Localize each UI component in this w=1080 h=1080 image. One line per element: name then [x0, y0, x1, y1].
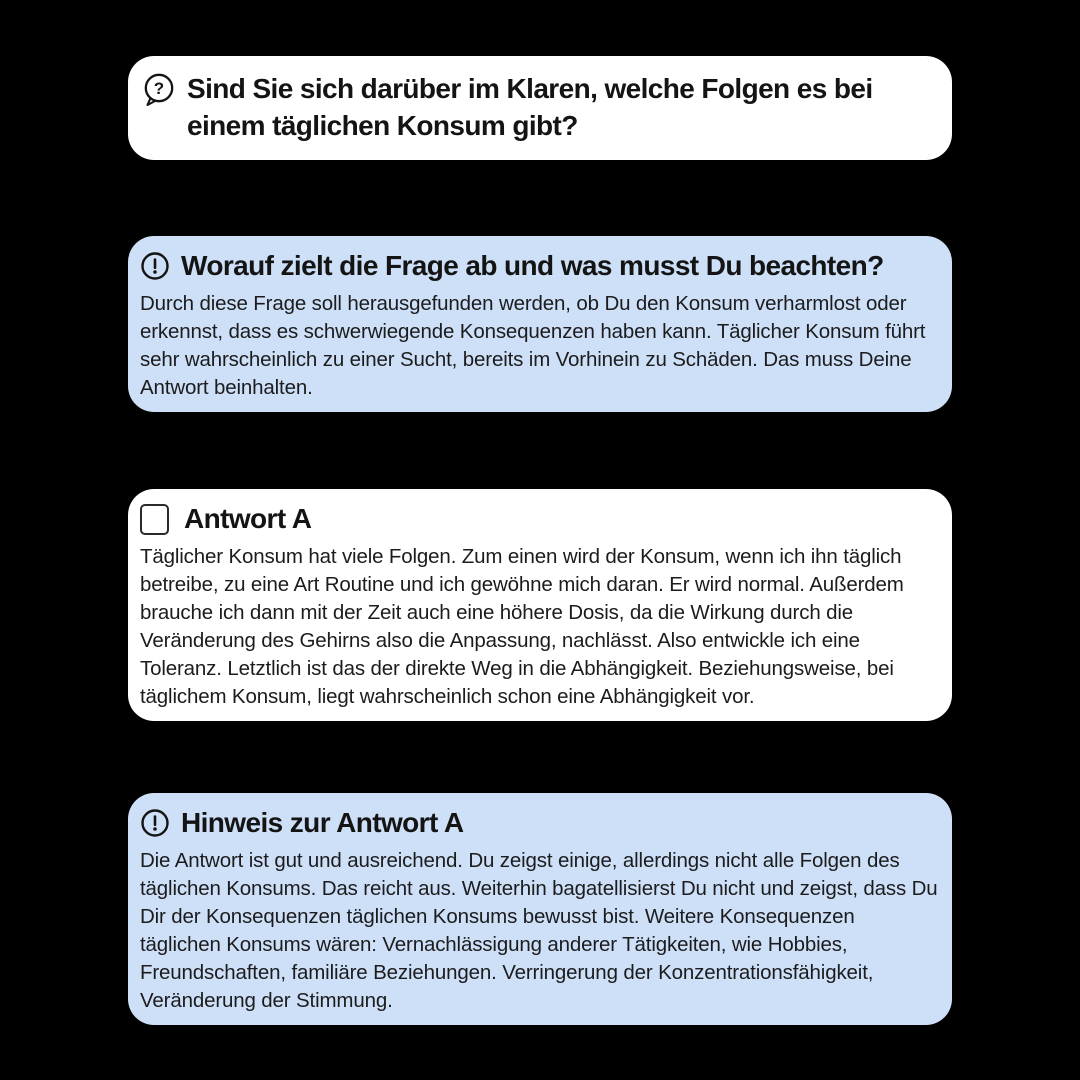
- question-title: Sind Sie sich darüber im Klaren, welche Folgen es bei einem täglichen Konsum gibt?: [187, 73, 873, 141]
- answer-a-title: Antwort A: [184, 503, 312, 534]
- answer-a-hint-card: [128, 793, 952, 1025]
- question-glyph: ?: [153, 79, 165, 98]
- question-hint-card: [128, 236, 952, 412]
- answer-a-hint-body: Die Antwort ist gut und ausreichend. Du zeigst einige, allerdings nicht alle Folgen des täglichen Konsums. Das reicht aus. Weiterhin bagatellisierst Du nicht und zeigst, dass Du Dir der Konsequenzen täglichen Konsums bewusst bist. Weitere Konsequenzen täglichen Konsums wären: Vernachlässigung anderer Tätigkeiten, wie Hobbies, Freundschaften, familiäre Beziehungen. Verringerung der Konzentrationsfähigkeit, Veränderung der Stimmung.: [140, 849, 938, 1012]
- answer-a-card[interactable]: [128, 489, 952, 721]
- alert-circle-icon: [140, 807, 170, 839]
- question-hint-title: Worauf zielt die Frage ab und was musst Du beachten?: [181, 250, 884, 281]
- answer-a-checkbox[interactable]: [140, 504, 169, 535]
- answer-a-hint-title: Hinweis zur Antwort A: [181, 807, 464, 838]
- answer-a-hint-header: [140, 806, 940, 839]
- alert-circle-icon: [140, 250, 170, 282]
- answer-a-body: Täglicher Konsum hat viele Folgen. Zum einen wird der Konsum, wenn ich ihn täglich betreibe, zu eine Art Routine und ich gewöhne mich daran. Er wird normal. Außerdem brauche ich dann mit der Zeit auch eine höhere Dosis, da die Wirkung durch die Veränderung des Gehirns also die Anpassung, nachlässt. Also entwickle ich eine Toleranz. Letztlich ist das der direkte Weg in die Abhängigkeit. Beziehungsweise, bei täglichem Konsum, liegt wahrscheinlich schon eine Abhängigkeit vor.: [140, 545, 904, 708]
- question-hint-header: [140, 249, 940, 282]
- question-card: [128, 56, 952, 160]
- question-card-header: [141, 70, 938, 144]
- answer-a-header: [140, 502, 940, 535]
- question-hint-body: Durch diese Frage soll herausgefunden werden, ob Du den Konsum verharmlost oder erkennst, dass es schwerwiegende Konsequenzen haben kann. Täglicher Konsum führt sehr wahrscheinlich zu einer Sucht, bereits im Vorhinein zu Schäden. Das muss Deine Antwort beinhalten.: [140, 292, 926, 399]
- question-bubble-icon: [141, 71, 176, 109]
